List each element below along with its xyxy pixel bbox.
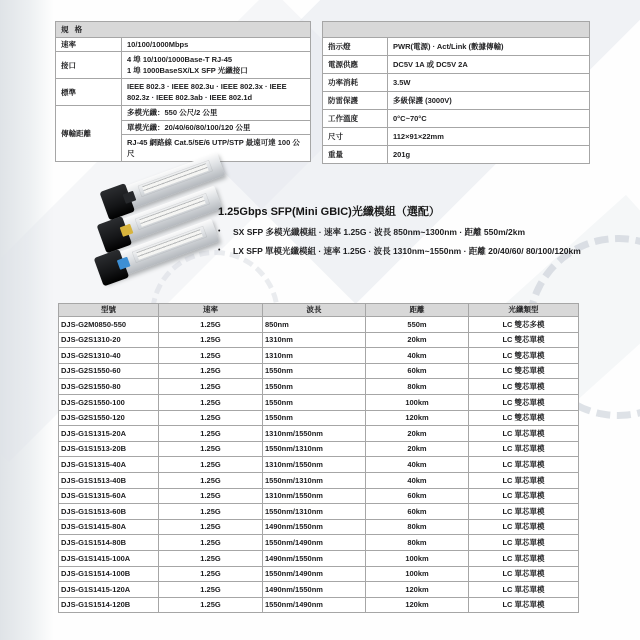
sfp-module-latch: [120, 224, 134, 237]
cell-distance: 20km: [366, 441, 469, 457]
spec-row-interface: [56, 52, 311, 79]
cell-wavelength: 1310nm: [263, 332, 366, 348]
power-row: [323, 110, 590, 128]
cell-fiber: LC 雙芯單模: [469, 363, 579, 379]
cell-wavelength: 1550nm/1310nm: [263, 441, 366, 457]
cell-fiber: LC 雙芯單模: [469, 410, 579, 426]
power-row: [323, 56, 590, 74]
cell-rate: 1.25G: [159, 488, 263, 504]
cell-fiber: LC 單芯單模: [469, 566, 579, 582]
cell-wavelength: 1310nm/1550nm: [263, 457, 366, 473]
cell-model: DJS-G2M0850-550: [59, 317, 159, 333]
spec-value-line: 1 埠 1000BaseSX/LX SFP 光纖接口: [127, 66, 248, 76]
column-header-distance: 距離: [366, 304, 469, 317]
cell-model: DJS-G1S1415-80A: [59, 519, 159, 535]
cell-rate: 1.25G: [159, 317, 263, 333]
cell-model: DJS-G1S1513-60B: [59, 504, 159, 520]
spec-label: 重量: [323, 146, 388, 164]
table-row: [59, 582, 579, 598]
cell-model: DJS-G2S1310-40: [59, 348, 159, 364]
spec-label: 標準: [56, 79, 122, 106]
cell-wavelength: 1490nm/1550nm: [263, 519, 366, 535]
cell-fiber: LC 雙芯單模: [469, 332, 579, 348]
table-row: [59, 332, 579, 348]
cell-rate: 1.25G: [159, 519, 263, 535]
cell-fiber: LC 單芯單模: [469, 472, 579, 488]
cell-rate: 1.25G: [159, 332, 263, 348]
cell-fiber: LC 單芯單模: [469, 582, 579, 598]
cell-wavelength: 1490nm/1550nm: [263, 582, 366, 598]
spec-row-rate: [56, 38, 311, 52]
feature-bullet: [218, 226, 598, 238]
cell-wavelength: 1310nm/1550nm: [263, 488, 366, 504]
table-row: [59, 566, 579, 582]
cell-model: DJS-G1S1315-60A: [59, 488, 159, 504]
column-header-rate: 速率: [159, 304, 263, 317]
cell-fiber: LC 單芯單模: [469, 535, 579, 551]
cell-wavelength: 850nm: [263, 317, 366, 333]
cell-fiber: LC 雙芯單模: [469, 348, 579, 364]
cell-distance: 40km: [366, 472, 469, 488]
cell-model: DJS-G1S1514-80B: [59, 535, 159, 551]
cell-distance: 120km: [366, 410, 469, 426]
table-row: [59, 504, 579, 520]
sfp-module-latch: [123, 191, 137, 204]
spec-value: 多模光纖：550 公尺/2 公里: [122, 106, 311, 120]
cell-distance: 100km: [366, 394, 469, 410]
table-row: [59, 550, 579, 566]
spec-label: 接口: [56, 52, 122, 79]
cell-model: DJS-G1S1514-100B: [59, 566, 159, 582]
cell-model: DJS-G1S1513-20B: [59, 441, 159, 457]
spec-value: DC5V 1A 或 DC5V 2A: [388, 56, 590, 74]
model-table-header-row: [59, 304, 579, 317]
cell-distance: 100km: [366, 550, 469, 566]
cell-distance: 60km: [366, 488, 469, 504]
cell-model: DJS-G2S1550-120: [59, 410, 159, 426]
cell-model: DJS-G1S1415-120A: [59, 582, 159, 598]
spec-label: 指示燈: [323, 38, 388, 56]
spec-value: 201g: [388, 146, 590, 164]
cell-fiber: LC 雙芯多模: [469, 317, 579, 333]
power-row: [323, 74, 590, 92]
cell-model: DJS-G1S1415-100A: [59, 550, 159, 566]
cell-wavelength: 1550nm/1490nm: [263, 597, 366, 613]
spec-value: 0°C~70°C: [388, 110, 590, 128]
table-row: [59, 472, 579, 488]
feature-text: SX SFP 多模光纖模組 · 速率 1.25G · 波長 850nm~1300nm · 距離 550m/2km: [233, 227, 526, 237]
spec-value: IEEE 802.3 · IEEE 802.3u · IEEE 802.3x · IEEE 802.3z · IEEE 802.3ab · IEEE 802.1d: [122, 79, 311, 106]
cell-fiber: LC 單芯單模: [469, 426, 579, 442]
cell-rate: 1.25G: [159, 504, 263, 520]
table-row: [59, 317, 579, 333]
spec-table-title: 規 格: [56, 22, 311, 38]
table-row: [59, 535, 579, 551]
bullet-icon: •: [218, 247, 221, 255]
spec-value: 112×91×22mm: [388, 128, 590, 146]
cell-fiber: LC 雙芯單模: [469, 394, 579, 410]
cell-rate: 1.25G: [159, 348, 263, 364]
sfp-module-latch: [117, 257, 131, 270]
cell-distance: 120km: [366, 597, 469, 613]
cell-distance: 80km: [366, 535, 469, 551]
table-row: [59, 426, 579, 442]
power-row: [323, 146, 590, 164]
spec-row-standard: [56, 79, 311, 106]
cell-wavelength: 1310nm: [263, 348, 366, 364]
cell-model: DJS-G2S1550-100: [59, 394, 159, 410]
spec-value: RJ-45 網路線 Cat.5/5E/6 UTP/STP 最遠可達 100 公尺: [122, 134, 311, 161]
spec-table: [55, 21, 311, 162]
column-header-model: 型號: [59, 304, 159, 317]
power-row: [323, 92, 590, 110]
cell-fiber: LC 雙芯單模: [469, 379, 579, 395]
feature-text: LX SFP 單模光纖模組 · 速率 1.25G · 波長 1310nm~1550nm · 距離 20/40/60/ 80/100/120km: [233, 246, 581, 257]
cell-wavelength: 1550nm/1310nm: [263, 504, 366, 520]
power-table-header-cell: [323, 22, 590, 38]
cell-rate: 1.25G: [159, 597, 263, 613]
cell-model: DJS-G1S1513-40B: [59, 472, 159, 488]
table-row: [59, 597, 579, 613]
cell-rate: 1.25G: [159, 410, 263, 426]
cell-rate: 1.25G: [159, 566, 263, 582]
cell-fiber: LC 單芯單模: [469, 597, 579, 613]
spec-label: 功率消耗: [323, 74, 388, 92]
cell-wavelength: 1490nm/1550nm: [263, 550, 366, 566]
table-row: [59, 394, 579, 410]
cell-distance: 80km: [366, 379, 469, 395]
cell-rate: 1.25G: [159, 441, 263, 457]
cell-rate: 1.25G: [159, 472, 263, 488]
cell-model: DJS-G1S1315-40A: [59, 457, 159, 473]
cell-rate: 1.25G: [159, 394, 263, 410]
table-row: [59, 457, 579, 473]
cell-model: DJS-G1S1514-120B: [59, 597, 159, 613]
cell-wavelength: 1550nm: [263, 394, 366, 410]
cell-model: DJS-G2S1550-80: [59, 379, 159, 395]
cell-rate: 1.25G: [159, 550, 263, 566]
cell-rate: 1.25G: [159, 582, 263, 598]
cell-wavelength: 1550nm: [263, 410, 366, 426]
table-row: [59, 488, 579, 504]
spec-row-distance: [56, 106, 311, 120]
cell-wavelength: 1550nm/1310nm: [263, 472, 366, 488]
cell-rate: 1.25G: [159, 426, 263, 442]
cell-distance: 100km: [366, 566, 469, 582]
spec-value: PWR(電源) · Act/Link (數據傳輸): [388, 38, 590, 56]
table-row: [59, 519, 579, 535]
cell-distance: 20km: [366, 426, 469, 442]
spec-label: 防雷保護: [323, 92, 388, 110]
power-row: [323, 128, 590, 146]
spec-value: 3.5W: [388, 74, 590, 92]
cell-model: DJS-G1S1315-20A: [59, 426, 159, 442]
table-row: [59, 348, 579, 364]
cell-distance: 60km: [366, 363, 469, 379]
cell-fiber: LC 單芯單模: [469, 441, 579, 457]
spec-value: 10/100/1000Mbps: [122, 38, 311, 52]
spec-label: 電源供應: [323, 56, 388, 74]
cell-wavelength: 1550nm/1490nm: [263, 566, 366, 582]
cell-distance: 120km: [366, 582, 469, 598]
cell-distance: 20km: [366, 332, 469, 348]
cell-wavelength: 1550nm: [263, 379, 366, 395]
cell-rate: 1.25G: [159, 535, 263, 551]
cell-fiber: LC 單芯單模: [469, 457, 579, 473]
cell-distance: 40km: [366, 348, 469, 364]
model-table: [58, 303, 579, 613]
spec-value-line: 4 埠 10/100/1000Base-T RJ-45: [127, 55, 233, 64]
feature-bullet: [218, 245, 598, 257]
column-header-fiber: 光纖類型: [469, 304, 579, 317]
bullet-icon: •: [218, 228, 221, 235]
cell-wavelength: 1550nm/1490nm: [263, 535, 366, 551]
spec-value: 單模光纖：20/40/60/80/100/120 公里: [122, 120, 311, 134]
table-row: [59, 379, 579, 395]
cell-fiber: LC 單芯單模: [469, 519, 579, 535]
cell-distance: 40km: [366, 457, 469, 473]
table-row: [59, 441, 579, 457]
cell-fiber: LC 單芯單模: [469, 504, 579, 520]
spec-value: 多級保護 (3000V): [388, 92, 590, 110]
cell-model: DJS-G2S1550-60: [59, 363, 159, 379]
sfp-modules-photo: [70, 188, 222, 306]
cell-fiber: LC 單芯單模: [469, 550, 579, 566]
table-row: [59, 410, 579, 426]
column-header-wavelength: 波長: [263, 304, 366, 317]
cell-model: DJS-G2S1310-20: [59, 332, 159, 348]
table-row: [59, 363, 579, 379]
spec-label: 速率: [56, 38, 122, 52]
cell-rate: 1.25G: [159, 363, 263, 379]
product-title: 1.25Gbps SFP(Mini GBIC)光纖模組（選配）: [218, 206, 440, 218]
cell-distance: 550m: [366, 317, 469, 333]
product-description: [218, 203, 598, 258]
power-table-header-row: [323, 22, 590, 38]
power-row: [323, 38, 590, 56]
cell-wavelength: 1550nm: [263, 363, 366, 379]
spec-label: 傳輸距離: [56, 106, 122, 162]
cell-rate: 1.25G: [159, 457, 263, 473]
cell-distance: 60km: [366, 504, 469, 520]
cell-rate: 1.25G: [159, 379, 263, 395]
cell-fiber: LC 單芯單模: [469, 488, 579, 504]
spec-label: 尺寸: [323, 128, 388, 146]
spec-label: 工作溫度: [323, 110, 388, 128]
power-table: [322, 21, 590, 164]
cell-distance: 80km: [366, 519, 469, 535]
spec-value: [122, 52, 311, 79]
cell-wavelength: 1310nm/1550nm: [263, 426, 366, 442]
spec-table-header-row: [56, 22, 311, 38]
